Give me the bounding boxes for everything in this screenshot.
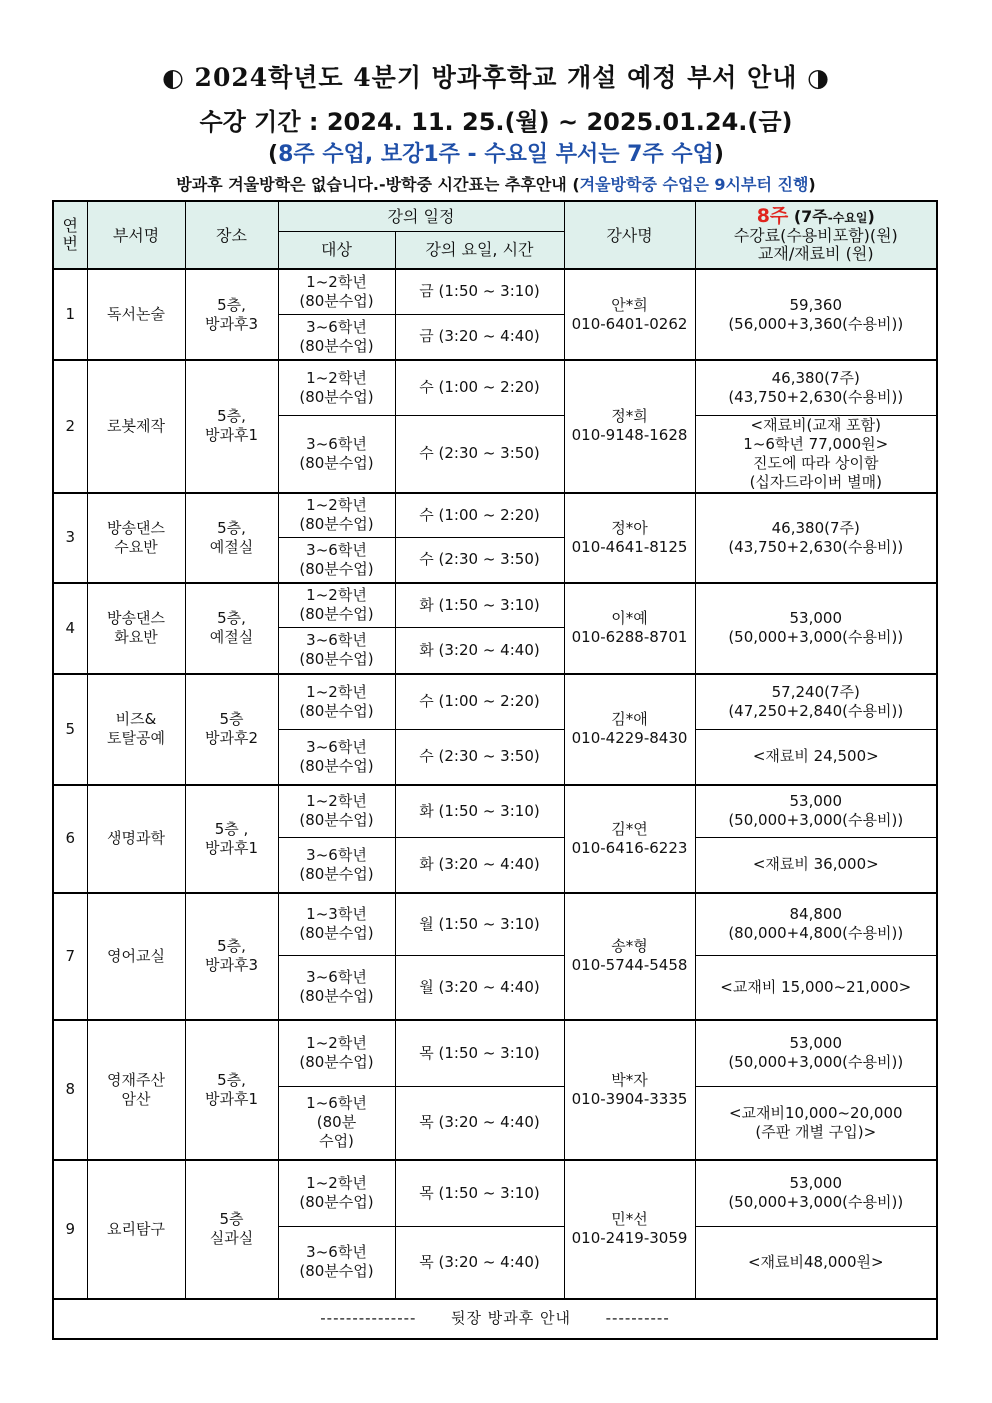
target: 1~2학년 (80분수업): [278, 583, 395, 628]
subtitle-open: (: [268, 142, 279, 167]
dept-name: 생명과학: [87, 785, 185, 893]
fee: 84,800 (80,000+4,800(수용비)): [695, 893, 937, 956]
dept-name: 방송댄스 화요반: [87, 583, 185, 674]
row-no: 9: [53, 1160, 87, 1299]
header-fee: [695, 201, 937, 269]
fee: 53,000 (50,000+3,000(수용비)): [695, 1020, 937, 1087]
table-row: [53, 493, 937, 538]
lecture-time: 수 (2:30 ~ 3:50): [395, 415, 564, 493]
note-prefix: 방과후 겨울방학은 없습니다.-방학중 시간표는 추후안내 (: [176, 175, 580, 194]
fee: 53,000 (50,000+3,000(수용비)): [695, 1160, 937, 1227]
target: 3~6학년 (80분수업): [278, 628, 395, 674]
target: 1~2학년 (80분수업): [278, 1020, 395, 1087]
table-row: [53, 1160, 937, 1227]
dept-name: 요리탐구: [87, 1160, 185, 1299]
fee: 59,360 (56,000+3,360(수용비)): [695, 269, 937, 360]
subtitle-text: 8주 수업, 보강1주 - 수요일 부서는 7주 수업: [278, 142, 714, 167]
target: 3~6학년 (80분수업): [278, 730, 395, 785]
material-fee: <재료비 36,000>: [695, 838, 937, 893]
header-no: 연번: [53, 201, 87, 269]
row-no: 5: [53, 674, 87, 785]
fee-line3: 교재/재료비 (원): [757, 244, 874, 263]
fee-weeks-rest: (7주: [788, 207, 828, 226]
lecture-time: 수 (2:30 ~ 3:50): [395, 538, 564, 583]
dept-name: 영어교실: [87, 893, 185, 1020]
fee: 46,380(7주) (43,750+2,630(수용비)): [695, 493, 937, 583]
program-table: [52, 200, 938, 1340]
teacher: 박*자 010-3904-3335: [564, 1020, 695, 1160]
fee-weeks-red: 8주: [756, 205, 789, 227]
subtitle-weeks: [0, 137, 992, 168]
target: 1~6학년 (80분 수업): [278, 1087, 395, 1160]
teacher: 송*형 010-5744-5458: [564, 893, 695, 1020]
row-no: 4: [53, 583, 87, 674]
row-no: 8: [53, 1020, 87, 1160]
target: 3~6학년 (80분수업): [278, 956, 395, 1020]
target: 3~6학년 (80분수업): [278, 314, 395, 360]
footer-note: --------------- 뒷장 방과후 안내 ----------: [53, 1299, 937, 1339]
lecture-time: 화 (3:20 ~ 4:40): [395, 838, 564, 893]
place: 5층 실과실: [185, 1160, 278, 1299]
table-row: [53, 893, 937, 956]
teacher: 정*희 010-9148-1628: [564, 360, 695, 493]
target: 3~6학년 (80분수업): [278, 415, 395, 493]
teacher: 민*선 010-2419-3059: [564, 1160, 695, 1299]
row-no: 3: [53, 493, 87, 583]
header-dept: 부서명: [87, 201, 185, 269]
dept-name: 독서논술: [87, 269, 185, 360]
place: 5층, 방과후1: [185, 1020, 278, 1160]
target: 3~6학년 (80분수업): [278, 1227, 395, 1299]
fee-weeks: [698, 207, 935, 227]
lecture-time: 화 (3:20 ~ 4:40): [395, 628, 564, 674]
material-fee: <교재비10,000~20,000 (주판 개별 구입)>: [695, 1087, 937, 1160]
fee: 57,240(7주) (47,250+2,840(수용비)): [695, 674, 937, 730]
place: 5층, 방과후1: [185, 360, 278, 493]
fee: 53,000 (50,000+3,000(수용비)): [695, 785, 937, 838]
fee-weeks-small: -수요일: [827, 211, 868, 225]
material-fee: <교재비 15,000~21,000>: [695, 956, 937, 1020]
fee-weeks-close: ): [867, 207, 875, 226]
place: 5층, 예절실: [185, 583, 278, 674]
place: 5층 방과후2: [185, 674, 278, 785]
target: 1~2학년 (80분수업): [278, 674, 395, 730]
teacher: 정*아 010-4641-8125: [564, 493, 695, 583]
lecture-time: 금 (1:50 ~ 3:10): [395, 269, 564, 314]
dept-name: 로봇제작: [87, 360, 185, 493]
lecture-time: 화 (1:50 ~ 3:10): [395, 785, 564, 838]
subtitle-close: ): [713, 142, 724, 167]
lecture-time: 수 (1:00 ~ 2:20): [395, 493, 564, 538]
teacher: 김*연 010-6416-6223: [564, 785, 695, 893]
header-schedule: 강의 일정: [278, 201, 564, 231]
fee: 46,380(7주) (43,750+2,630(수용비)): [695, 360, 937, 415]
target: 3~6학년 (80분수업): [278, 838, 395, 893]
dept-name: 영재주산 암산: [87, 1020, 185, 1160]
table-row: [53, 785, 937, 838]
lecture-time: 화 (1:50 ~ 3:10): [395, 583, 564, 628]
fee-line2: 수강료(수용비포함)(원): [733, 226, 898, 245]
vacation-note: [0, 172, 992, 195]
row-no: 6: [53, 785, 87, 893]
header-place: 장소: [185, 201, 278, 269]
header-time: 강의 요일, 시간: [395, 231, 564, 269]
row-no: 1: [53, 269, 87, 360]
lecture-time: 금 (3:20 ~ 4:40): [395, 314, 564, 360]
target: 1~3학년 (80분수업): [278, 893, 395, 956]
target: 1~2학년 (80분수업): [278, 360, 395, 415]
teacher: 김*애 010-4229-8430: [564, 674, 695, 785]
lecture-time: 목 (3:20 ~ 4:40): [395, 1087, 564, 1160]
fee: 53,000 (50,000+3,000(수용비)): [695, 583, 937, 674]
target: 1~2학년 (80분수업): [278, 785, 395, 838]
teacher: 이*예 010-6288-8701: [564, 583, 695, 674]
target: 1~2학년 (80분수업): [278, 493, 395, 538]
dept-name: 방송댄스 수요반: [87, 493, 185, 583]
table-row: [53, 269, 937, 314]
material-fee: <재료비(교재 포함) 1~6학년 77,000원> 진도에 따라 상이함 (십자드라이버 별매): [695, 415, 937, 493]
target: 1~2학년 (80분수업): [278, 269, 395, 314]
material-fee: <재료비48,000원>: [695, 1227, 937, 1299]
lecture-time: 목 (3:20 ~ 4:40): [395, 1227, 564, 1299]
note-suffix: ): [808, 175, 816, 194]
place: 5층, 예절실: [185, 493, 278, 583]
teacher: 안*희 010-6401-0262: [564, 269, 695, 360]
table-row: [53, 583, 937, 628]
lecture-time: 수 (2:30 ~ 3:50): [395, 730, 564, 785]
place: 5층 , 방과후1: [185, 785, 278, 893]
note-highlight: 겨울방학중 수업은 9시부터 진행: [579, 175, 809, 194]
course-period: 수강 기간 : 2024. 11. 25.(월) ~ 2025.01.24.(금): [199, 108, 793, 136]
row-no: 2: [53, 360, 87, 493]
header-teacher: 강사명: [564, 201, 695, 269]
material-fee: <재료비 24,500>: [695, 730, 937, 785]
place: 5층, 방과후3: [185, 269, 278, 360]
lecture-time: 목 (1:50 ~ 3:10): [395, 1160, 564, 1227]
table-header: [53, 201, 937, 269]
place: 5층, 방과후3: [185, 893, 278, 1020]
document-title: ◐ 2024학년도 4분기 방과후학교 개설 예정 부서 안내 ◑: [162, 63, 830, 92]
table-row: [53, 360, 937, 415]
lecture-time: 목 (1:50 ~ 3:10): [395, 1020, 564, 1087]
target: 3~6학년 (80분수업): [278, 538, 395, 583]
header-target: 대상: [278, 231, 395, 269]
table-row: [53, 674, 937, 730]
dept-name: 비즈& 토탈공예: [87, 674, 185, 785]
table-body: [53, 269, 937, 1299]
lecture-time: 수 (1:00 ~ 2:20): [395, 674, 564, 730]
lecture-time: 수 (1:00 ~ 2:20): [395, 360, 564, 415]
row-no: 7: [53, 893, 87, 1020]
lecture-time: 월 (3:20 ~ 4:40): [395, 956, 564, 1020]
table-row: [53, 1020, 937, 1087]
lecture-time: 월 (1:50 ~ 3:10): [395, 893, 564, 956]
target: 1~2학년 (80분수업): [278, 1160, 395, 1227]
